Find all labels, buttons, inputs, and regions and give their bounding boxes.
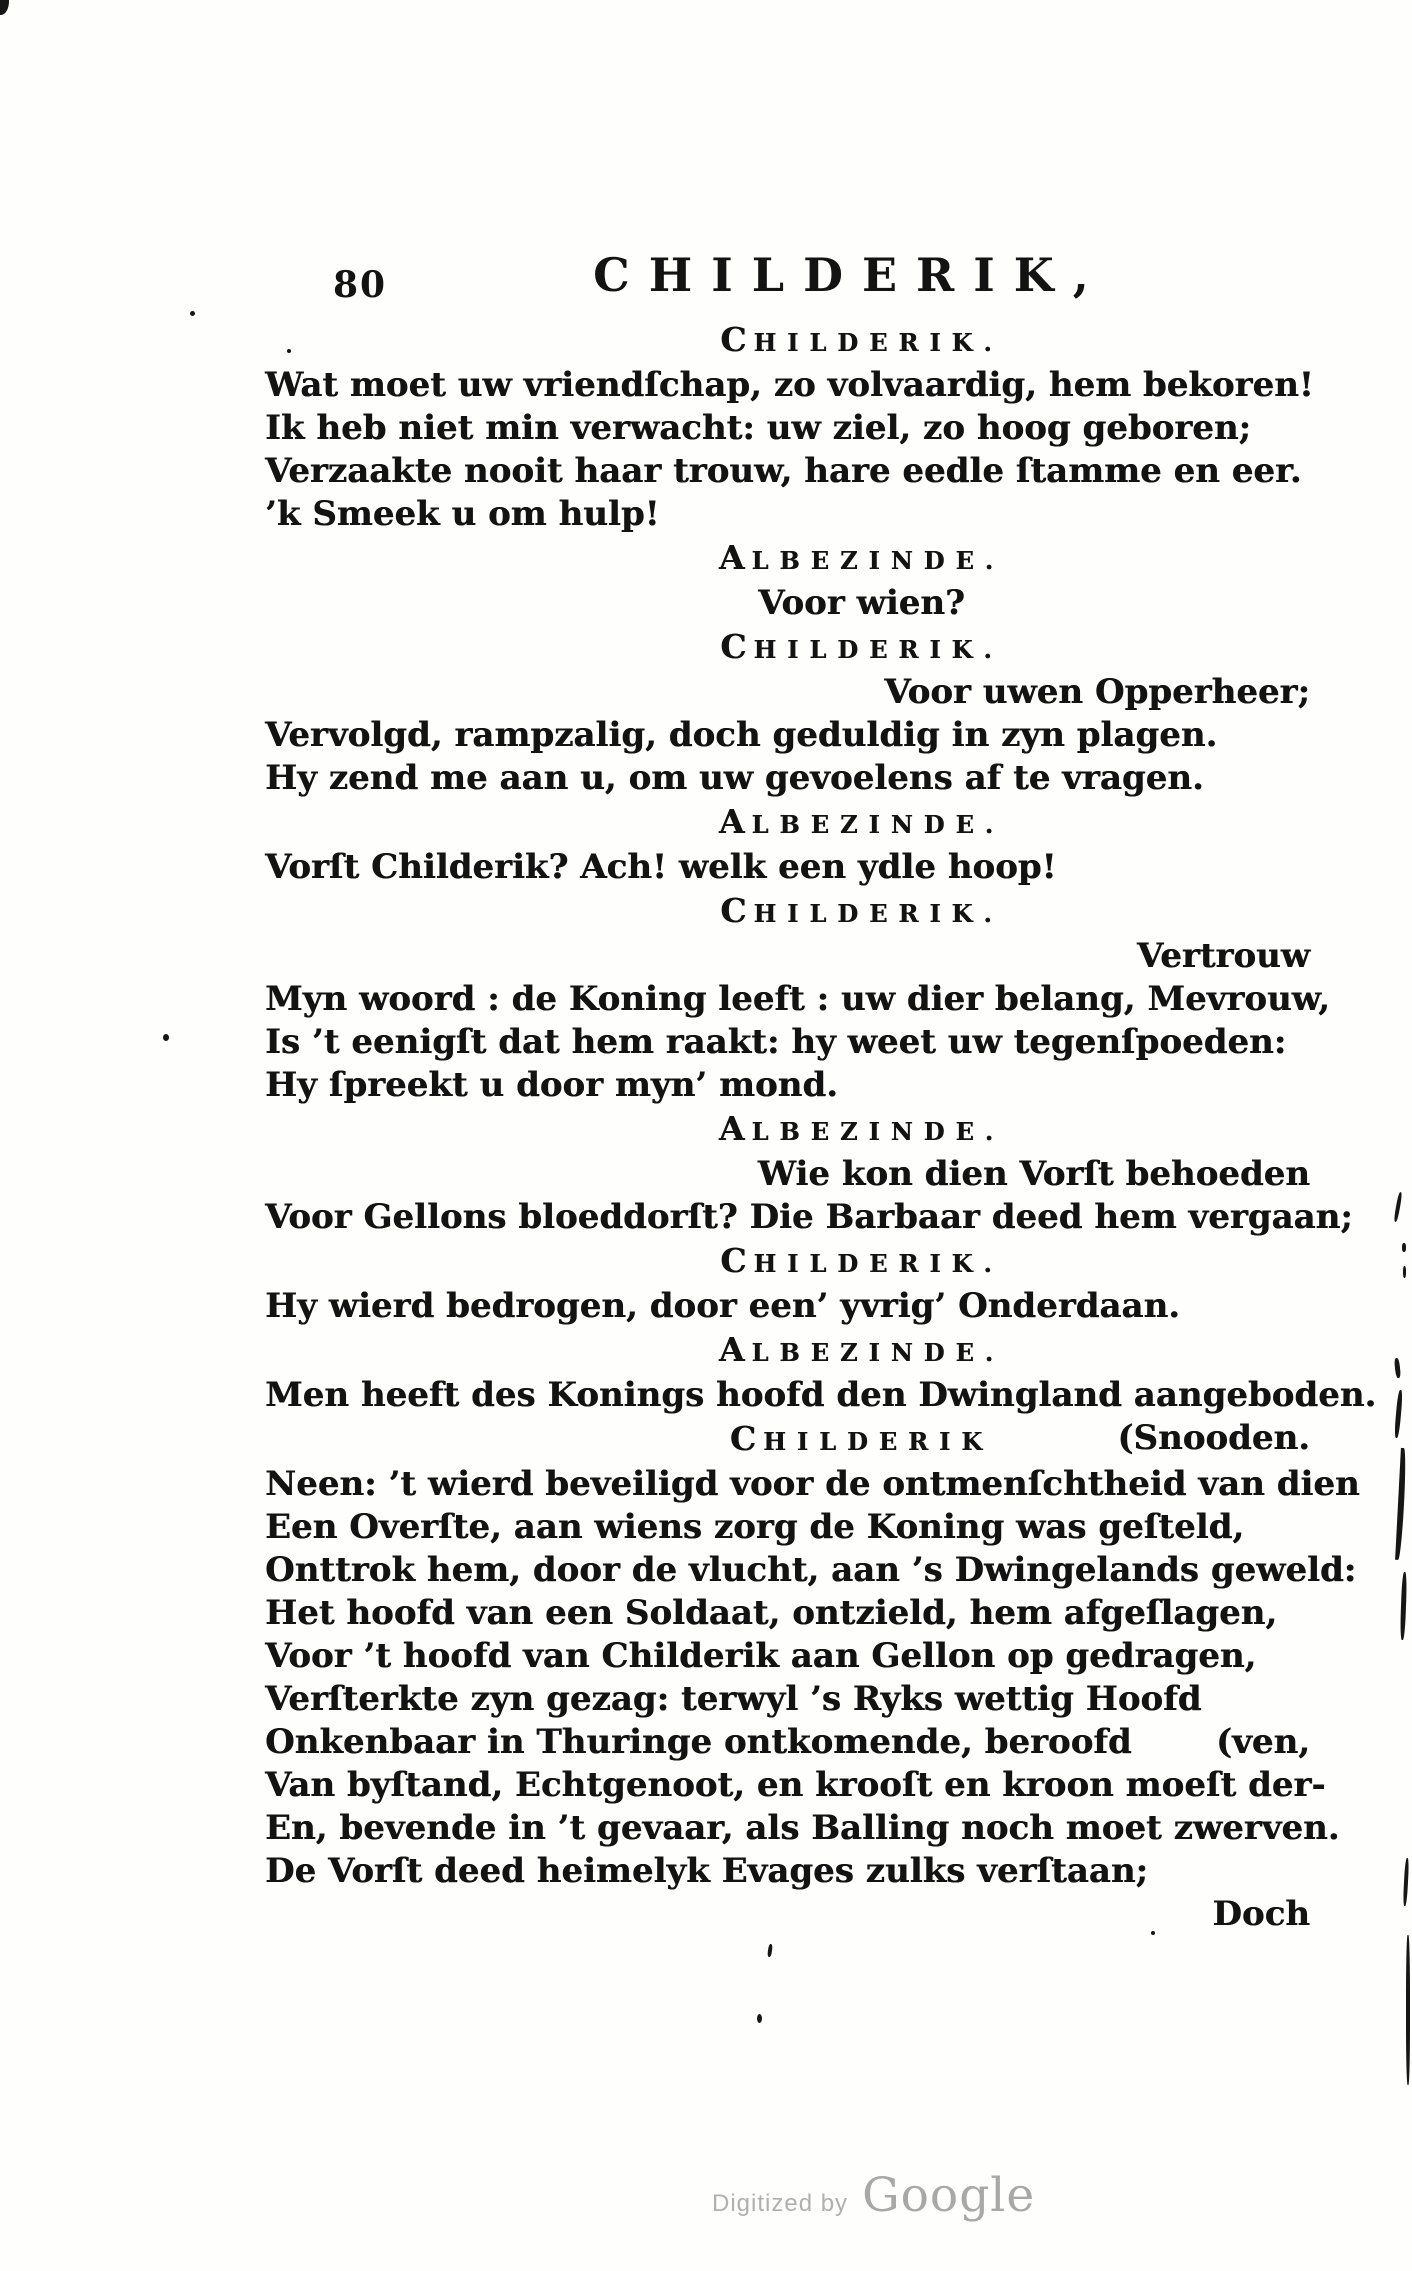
line-text: Vertrouw (1136, 936, 1310, 976)
speaker-name (265, 1328, 1310, 1374)
scan-artifact-edge (1393, 1192, 1402, 1222)
line-text: Voor uwen Opperheer; (884, 672, 1310, 712)
verse-line (265, 757, 1310, 800)
verse-line (265, 1064, 1310, 1107)
verse-line (265, 1592, 1310, 1635)
line-text: Ik heb niet min verwacht: uw ziel, zo hoog geboren; (265, 408, 1252, 448)
google-logo: Google (862, 2168, 1036, 2223)
line-text: Hy wierd bedrogen, door een’ yvrig’ Onderdaan. (265, 1286, 1180, 1326)
line-text: Vorſt Childerik? Ach! welk een ydle hoop! (265, 847, 1057, 887)
speaker-name (265, 800, 1310, 846)
line-text: Verſterkte zyn gezag: terwyl ’s Ryks wettig Hoofd (265, 1679, 1202, 1719)
page-header (265, 248, 1310, 318)
verse-line (265, 493, 1310, 536)
verse-line (265, 1463, 1360, 1506)
ink-speck (287, 349, 291, 353)
line-text: Een Overſte, aan wiens zorg de Koning was geſteld, (265, 1507, 1245, 1547)
verse-line (265, 1549, 1357, 1592)
line-text: Hy zend me aan u, om uw gevoelens af te vragen. (265, 758, 1204, 798)
speaker-name (265, 536, 1310, 582)
line-text: En, bevende in ’t gevaar, als Balling noch moet zwerven. (265, 1808, 1340, 1848)
scan-artifact-edge (1406, 1935, 1410, 2085)
ink-speck (767, 1944, 773, 1957)
verse-line (265, 714, 1310, 757)
speaker-name (265, 1107, 1310, 1153)
line-text: Vervolgd, rampzalig, doch geduldig in zyn plagen. (265, 715, 1218, 755)
scan-artifact-edge (1400, 1572, 1407, 1640)
running-title: CHILDERIK, (593, 248, 1108, 302)
line-text: CHILDERIK. (720, 891, 1003, 930)
verse-line (265, 1506, 1310, 1549)
verse-line (265, 407, 1310, 450)
ink-speck (190, 311, 195, 316)
line-text: Het hoofd van een Soldaat, ontzield, hem afgeſlagen, (265, 1593, 1278, 1633)
line-text: De Vorſt deed heimelyk Evages zulks verſtaan; (265, 1851, 1149, 1891)
scan-artifact-edge (1394, 1390, 1403, 1438)
speaker-name (265, 889, 1310, 935)
verse-line (265, 1850, 1310, 1893)
line-text: Neen: ’t wierd beveiligd voor de ontmenſchtheid van dien (265, 1464, 1360, 1504)
verse-line (265, 978, 1330, 1021)
dialogue-text (265, 318, 1377, 1936)
line-text: Van byſtand, Echtgenoot, en krooſt en kroon moeſt der- (265, 1765, 1326, 1805)
line-text: Voor Gellons bloeddorſt? Die Barbaar deed hem vergaan; (265, 1197, 1353, 1237)
line-text: Wat moet uw vriendſchap, zo volvaardig, hem bekoren! (265, 365, 1314, 405)
line-text: Onttrok hem, door de vlucht, aan ’s Dwingelands geweld: (265, 1550, 1357, 1590)
speaker-name (265, 1239, 1310, 1285)
line-text: ALBEZINDE. (718, 1109, 1005, 1148)
verse-line (265, 364, 1314, 407)
scan-artifact-edge (1403, 1858, 1410, 1906)
verse-line (265, 1285, 1310, 1328)
verse-line (265, 1721, 1310, 1764)
scan-artifact-edge (1402, 1243, 1406, 1252)
line-text: CHILDERIK. (720, 1241, 1003, 1280)
ink-speck (1151, 1931, 1155, 1935)
line-text: CHILDERIK. (720, 627, 1003, 666)
ink-speck (163, 1034, 169, 1041)
line-text: Men heeft des Konings hoofd den Dwingland aangeboden. (265, 1375, 1377, 1415)
verse-line (265, 1807, 1340, 1850)
verse-line (265, 1764, 1326, 1807)
line-text: CHILDERIK (729, 1419, 994, 1458)
ink-speck (757, 2014, 762, 2023)
page-number: 80 (333, 264, 388, 306)
speaker-name (265, 318, 1310, 364)
scan-artifact-edge (1394, 1358, 1401, 1378)
line-text: Doch (1212, 1894, 1310, 1934)
line-text: Verzaakte nooit haar trouw, hare eedle ſtamme en eer. (265, 451, 1302, 491)
verse-line (265, 450, 1310, 493)
turnover-word: (ven, (1215, 1722, 1310, 1762)
line-text: Is ’t eenigſt dat hem raakt: hy weet uw tegenſpoeden: (265, 1022, 1287, 1062)
verse-line (265, 846, 1310, 889)
line-text: Onkenbaar in Thuringe ontkomende, beroofd (265, 1722, 1132, 1762)
line-text: Hy ſpreekt u door myn’ mond. (265, 1065, 838, 1105)
turnover-word: (Snooden. (1117, 1418, 1310, 1458)
verse-line (265, 1196, 1353, 1239)
verse-line (265, 1153, 1310, 1196)
line-text: Voor wien? (758, 583, 965, 623)
verse-line (265, 1021, 1310, 1064)
verse-line (265, 582, 1310, 625)
verse-line (265, 1635, 1310, 1678)
line-text: ALBEZINDE. (718, 802, 1005, 841)
verse-line (265, 935, 1310, 978)
scan-artifact-edge (1403, 1266, 1406, 1278)
scan-artifact-corner (0, 0, 9, 15)
line-text: ALBEZINDE. (718, 1330, 1005, 1369)
speaker-name (265, 1417, 1310, 1463)
verse-line (265, 1374, 1377, 1417)
verse-line (265, 1678, 1310, 1721)
line-text: CHILDERIK. (720, 320, 1003, 359)
scan-artifact-edge (1395, 1448, 1407, 1560)
watermark-prefix: Digitized by (712, 2190, 849, 2217)
line-text: Wie kon dien Vorſt behoeden (757, 1154, 1310, 1194)
google-watermark (712, 2168, 1035, 2223)
line-text: ’k Smeek u om hulp! (265, 494, 660, 534)
verse-line (265, 671, 1310, 714)
line-text: Voor ’t hoofd van Childerik aan Gellon op gedragen, (265, 1636, 1257, 1676)
line-text: ALBEZINDE. (718, 538, 1005, 577)
catchword (265, 1893, 1310, 1936)
line-text: Myn woord : de Koning leeft : uw dier belang, Mevrouw, (265, 979, 1330, 1019)
speaker-name (265, 625, 1310, 671)
